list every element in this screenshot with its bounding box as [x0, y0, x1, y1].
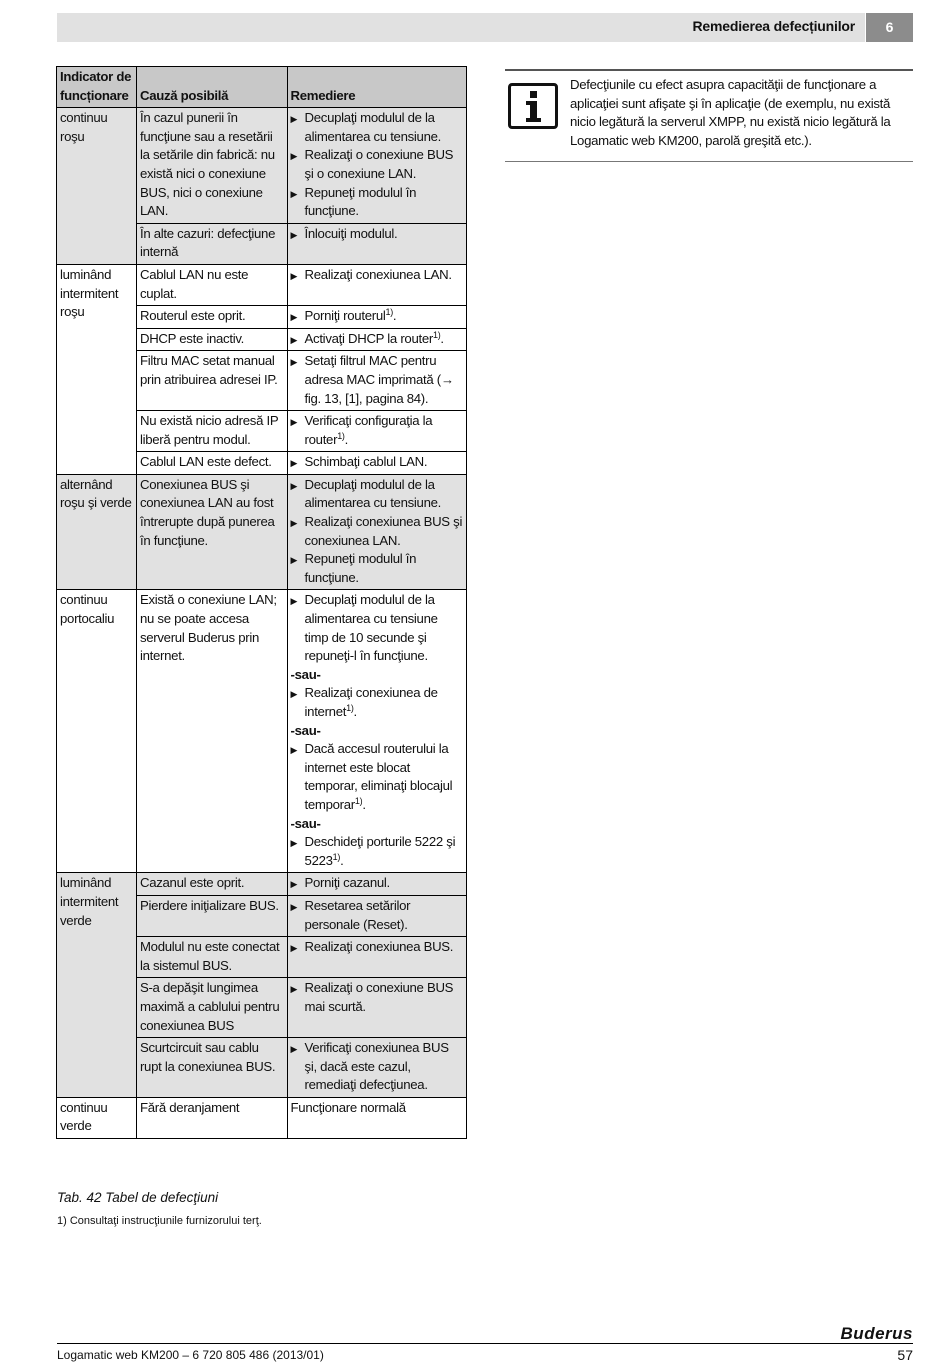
remedy-cell	[287, 411, 466, 452]
footnote-ref: 1)	[346, 703, 354, 713]
remedy-step	[291, 352, 463, 408]
remedy-cell	[287, 1097, 466, 1138]
cause-cell: În alte cazuri: defecţiune internă	[136, 223, 287, 264]
remedy-step	[291, 146, 463, 183]
remedy-text: Schimbaţi cablul LAN.	[304, 454, 428, 470]
info-icon	[508, 83, 558, 129]
remedy-text: Realizaţi conexiunea BUS şi conexiunea LAN.	[304, 514, 463, 548]
cause-cell: Cablul LAN nu este cuplat.	[136, 264, 287, 305]
remedy-cell	[287, 306, 466, 329]
info-note	[505, 69, 913, 162]
remedy-step	[291, 109, 463, 146]
remedy-step	[291, 979, 463, 1016]
remedy-text: Resetarea setărilor personale (Reset).	[304, 897, 411, 932]
remedy-step	[291, 453, 463, 472]
footer-divider	[57, 1343, 913, 1344]
remedy-cell	[287, 452, 466, 475]
table-row	[57, 108, 467, 224]
brand-logo: Buderus	[840, 1324, 913, 1343]
remedy-cell	[287, 264, 466, 305]
remedy-cell	[287, 351, 466, 411]
remedy-step	[291, 184, 463, 221]
remedy-cell	[287, 978, 466, 1038]
remedy-cell	[287, 895, 466, 936]
remedy-text: Realizaţi conexiunea de internet	[304, 685, 438, 719]
header-indicator: Indicator de funcționare	[57, 67, 137, 108]
chapter-number: 6	[866, 13, 913, 42]
indicator-cell: continuu roşu	[57, 108, 137, 265]
cause-cell: Scurtcircuit sau cablu rupt la conexiunea BUS.	[136, 1038, 287, 1098]
remedy-text: Decuplaţi modulul de la alimentarea cu tensiune.	[304, 110, 442, 144]
footnote-ref: 1)	[432, 329, 441, 340]
remedy-punct: .	[392, 308, 397, 324]
remedy-text: Decuplaţi modulul de la alimentarea cu tensiune.	[304, 476, 442, 511]
remedy-text: Verificaţi configuraţia la router	[304, 413, 433, 447]
table-row	[57, 1097, 467, 1138]
remedy-punct: .	[340, 852, 344, 868]
remedy-cell	[287, 328, 466, 351]
remedy-step	[291, 307, 463, 326]
remedy-cell	[287, 223, 466, 264]
remedy-text: Decuplaţi modulul de la alimentarea cu tensiune timp de 10 secunde şi repuneţi-l în funcţiune.	[304, 592, 438, 664]
footnote: 1) Consultaţi instrucţiunile furnizorului terţ.	[57, 1215, 262, 1227]
remedy-text: Înlocuiţi modulul.	[304, 225, 398, 241]
remedy-step	[291, 897, 463, 934]
remedy-step	[291, 266, 463, 285]
remedy-step	[291, 874, 463, 893]
remedy-text: Deschideţi porturile 5222 şi 5223	[304, 834, 456, 868]
cause-cell: Cazanul este oprit.	[136, 873, 287, 896]
indicator-cell: continuu verde	[57, 1097, 137, 1138]
footnote-ref: 1)	[354, 795, 363, 806]
table-caption: Tab. 42 Tabel de defecţiuni	[57, 1190, 219, 1205]
alternative-separator: -sau-	[290, 815, 321, 831]
remedy-step	[291, 740, 463, 814]
indicator-cell: continuu portocaliu	[57, 590, 137, 873]
cause-cell: S-a depăşit lungimea maximă a cablului pentru conexiunea BUS	[136, 978, 287, 1038]
remedy-cell	[287, 108, 466, 224]
remedy-text: Repuneţi modulul în funcţiune.	[304, 184, 417, 219]
cause-cell: Pierdere iniţializare BUS.	[136, 895, 287, 936]
remedy-step	[291, 833, 463, 870]
footnote-ref: 1)	[332, 851, 341, 862]
cause-cell: Modulul nu este conectat la sistemul BUS.	[136, 937, 287, 978]
header-cause: Cauză posibilă	[136, 67, 287, 108]
cause-cell: Filtru MAC setat manual prin atribuirea adresei IP.	[136, 351, 287, 411]
table-row	[57, 590, 467, 873]
remedy-punct: .	[353, 704, 357, 719]
remedy-text: Dacă accesul routerului la internet este blocat temporar, eliminaţi blocajul temporar	[304, 741, 453, 812]
remedy-cell	[287, 1038, 466, 1098]
indicator-cell: luminând intermitent roşu	[57, 264, 137, 474]
table-row	[57, 873, 467, 896]
remedy-step	[291, 550, 463, 587]
remedy-step	[291, 591, 463, 665]
remedy-cell	[287, 590, 466, 873]
fault-table	[56, 66, 467, 1139]
alternative-separator: -sau-	[290, 722, 321, 738]
remedy-step	[291, 684, 463, 721]
table-header-row	[57, 67, 467, 108]
remedy-step	[291, 476, 463, 513]
cause-cell: Există o conexiune LAN; nu se poate accesa serverul Buderus prin internet.	[136, 590, 287, 873]
alternative-separator: -sau-	[290, 666, 321, 682]
remedy-step	[291, 330, 463, 349]
remedy-text: Realizaţi conexiunea BUS.	[304, 939, 454, 955]
table-row	[57, 264, 467, 305]
info-text: Defecţiunile cu efect asupra capacităţii de funcţionare a aplicaţiei sunt afişate şi în aplicaţie (de exemplu, nu există nicio legătură la serverul XMPP, nu există nicio legătură la Logamatic web KM200, parolă greşită etc.).	[570, 77, 891, 148]
remedy-punct: .	[344, 431, 348, 447]
remedy-cell	[287, 937, 466, 978]
remedy-text: Porniţi cazanul.	[304, 875, 390, 891]
remedy-text: Realizaţi o conexiune BUS mai scurtă.	[304, 980, 454, 1014]
indicator-cell: luminând intermitent verde	[57, 873, 137, 1098]
remedy-text: Repuneţi modulul în funcţiune.	[304, 551, 417, 585]
cause-cell: DHCP este inactiv.	[136, 328, 287, 351]
indicator-cell: alternând roşu şi verde	[57, 474, 137, 590]
remedy-cell	[287, 474, 466, 590]
section-title: Remedierea defecțiunilor	[692, 18, 855, 34]
remedy-step	[291, 938, 463, 957]
remedy-text: Realizaţi conexiunea LAN.	[304, 266, 452, 282]
header-bar	[57, 13, 865, 42]
remedy-step	[291, 225, 463, 244]
remedy-punct: .	[440, 330, 444, 346]
remedy-punct: .	[362, 796, 366, 812]
remedy-text: Porniţi routerul	[304, 308, 386, 324]
footnote-ref: 1)	[385, 307, 393, 318]
cause-cell: Fără deranjament	[136, 1097, 287, 1138]
remedy-text: Realizaţi o conexiune BUS şi o conexiune LAN.	[304, 147, 454, 181]
remedy-step	[291, 412, 463, 449]
remedy-step	[291, 1039, 463, 1095]
remedy-text: Verificaţi conexiunea BUS şi, dacă este cazul, remediaţi defecţiunea.	[304, 1040, 449, 1093]
footnote-ref: 1)	[337, 430, 345, 441]
cause-cell: În cazul punerii în funcţiune sau a resetării la setările din fabrică: nu există nici o conexiune BUS, nici o conexiune LAN.	[136, 108, 287, 224]
remedy-text: Setaţi filtrul MAC pentru adresa MAC imprimată (→ fig. 13, [1], pagina 84).	[304, 353, 454, 406]
page-number: 57	[897, 1347, 913, 1363]
cause-cell: Conexiunea BUS şi conexiunea LAN au fost întrerupte după punerea în funcţiune.	[136, 474, 287, 590]
remedy-step	[291, 513, 463, 550]
table-row	[57, 474, 467, 590]
remedy-text: Activaţi DHCP la router	[304, 330, 433, 346]
document-reference: Logamatic web KM200 – 6 720 805 486 (2013/01)	[57, 1348, 324, 1362]
header-remedy: Remediere	[287, 67, 466, 108]
cause-cell: Routerul este oprit.	[136, 306, 287, 329]
cause-cell: Cablul LAN este defect.	[136, 452, 287, 475]
cause-cell: Nu există nicio adresă IP liberă pentru modul.	[136, 411, 287, 452]
remedy-plain: Funcţionare normală	[290, 1099, 406, 1115]
remedy-cell	[287, 873, 466, 896]
